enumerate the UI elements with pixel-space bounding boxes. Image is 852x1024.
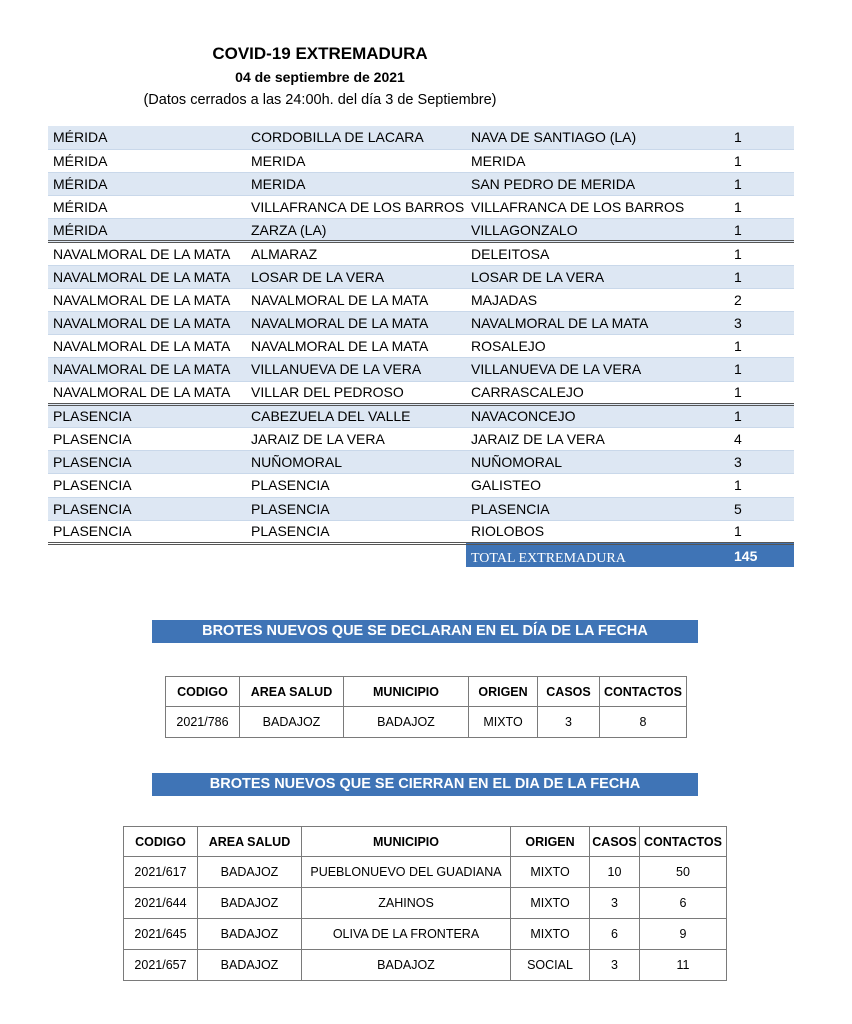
municipality-cell: ROSALEJO: [466, 335, 728, 358]
outbreak-cell: 3: [590, 950, 640, 981]
case-row: [48, 126, 794, 149]
outbreak-cell: 9: [640, 919, 727, 950]
column-header: CONTACTOS: [640, 827, 727, 857]
outbreak-cell: SOCIAL: [511, 950, 590, 981]
health-area-cell: MÉRIDA: [48, 196, 246, 219]
case-count-cell: 3: [728, 312, 794, 335]
outbreak-cell: BADAJOZ: [198, 888, 302, 919]
outbreak-cell: BADAJOZ: [344, 707, 469, 738]
outbreak-cell: 3: [590, 888, 640, 919]
health-area-cell: NAVALMORAL DE LA MATA: [48, 381, 246, 404]
health-zone-cell: NUÑOMORAL: [246, 451, 466, 474]
outbreak-cell: 8: [600, 707, 687, 738]
cases-table: [48, 126, 794, 567]
outbreak-row: [124, 919, 727, 950]
case-count-cell: 1: [728, 172, 794, 195]
outbreak-cell: PUEBLONUEVO DEL GUADIANA: [302, 857, 511, 888]
outbreak-cell: BADAJOZ: [240, 707, 344, 738]
case-count-cell: 4: [728, 427, 794, 450]
outbreak-cell: 2021/657: [124, 950, 198, 981]
health-zone-cell: PLASENCIA: [246, 474, 466, 497]
case-count-cell: 1: [728, 404, 794, 427]
health-zone-cell: VILLAR DEL PEDROSO: [246, 381, 466, 404]
case-row: [48, 358, 794, 381]
municipality-cell: PLASENCIA: [466, 497, 728, 520]
case-row: [48, 520, 794, 543]
column-header: MUNICIPIO: [344, 677, 469, 707]
case-count-cell: 1: [728, 242, 794, 265]
municipality-cell: RIOLOBOS: [466, 520, 728, 543]
health-area-cell: PLASENCIA: [48, 427, 246, 450]
outbreak-cell: MIXTO: [511, 857, 590, 888]
health-zone-cell: PLASENCIA: [246, 497, 466, 520]
case-row: [48, 427, 794, 450]
health-area-cell: PLASENCIA: [48, 474, 246, 497]
outbreak-cell: 2021/786: [166, 707, 240, 738]
outbreak-cell: 6: [590, 919, 640, 950]
column-header: MUNICIPIO: [302, 827, 511, 857]
outbreak-cell: ZAHINOS: [302, 888, 511, 919]
total-row: [48, 543, 794, 567]
case-row: [48, 265, 794, 288]
column-header: CODIGO: [166, 677, 240, 707]
case-row: [48, 474, 794, 497]
report-note: (Datos cerrados a las 24:00h. del día 3 de Septiembre): [143, 92, 497, 108]
case-row: [48, 381, 794, 404]
health-zone-cell: VILLANUEVA DE LA VERA: [246, 358, 466, 381]
municipality-cell: NAVACONCEJO: [466, 404, 728, 427]
outbreak-cell: 11: [640, 950, 727, 981]
case-row: [48, 451, 794, 474]
outbreak-cell: 10: [590, 857, 640, 888]
outbreak-cell: BADAJOZ: [198, 857, 302, 888]
health-zone-cell: NAVALMORAL DE LA MATA: [246, 335, 466, 358]
case-count-cell: 1: [728, 219, 794, 242]
case-count-cell: 5: [728, 497, 794, 520]
column-header: AREA SALUD: [198, 827, 302, 857]
outbreak-cell: BADAJOZ: [198, 919, 302, 950]
outbreak-cell: 50: [640, 857, 727, 888]
case-row: [48, 242, 794, 265]
municipality-cell: JARAIZ DE LA VERA: [466, 427, 728, 450]
case-row: [48, 288, 794, 311]
case-count-cell: 1: [728, 265, 794, 288]
case-count-cell: 1: [728, 149, 794, 172]
health-zone-cell: NAVALMORAL DE LA MATA: [246, 288, 466, 311]
column-header: ORIGEN: [469, 677, 538, 707]
municipality-cell: DELEITOSA: [466, 242, 728, 265]
health-area-cell: PLASENCIA: [48, 497, 246, 520]
health-zone-cell: MERIDA: [246, 172, 466, 195]
health-zone-cell: ALMARAZ: [246, 242, 466, 265]
health-area-cell: MÉRIDA: [48, 126, 246, 149]
column-header: AREA SALUD: [240, 677, 344, 707]
outbreak-row: [124, 857, 727, 888]
case-row: [48, 312, 794, 335]
case-row: [48, 172, 794, 195]
health-zone-cell: MERIDA: [246, 149, 466, 172]
health-area-cell: PLASENCIA: [48, 404, 246, 427]
health-area-cell: MÉRIDA: [48, 172, 246, 195]
case-count-cell: 3: [728, 451, 794, 474]
case-count-cell: 1: [728, 358, 794, 381]
municipality-cell: MERIDA: [466, 149, 728, 172]
report-title: COVID-19 EXTREMADURA: [212, 44, 428, 63]
outbreak-cell: 2021/617: [124, 857, 198, 888]
municipality-cell: VILLANUEVA DE LA VERA: [466, 358, 728, 381]
case-row: [48, 196, 794, 219]
closed-outbreaks-banner: BROTES NUEVOS QUE SE CIERRAN EN EL DIA DE LA FECHA: [152, 773, 698, 796]
case-row: [48, 149, 794, 172]
column-header: ORIGEN: [511, 827, 590, 857]
column-header: CONTACTOS: [600, 677, 687, 707]
case-row: [48, 335, 794, 358]
case-count-cell: 2: [728, 288, 794, 311]
municipality-cell: VILLAFRANCA DE LOS BARROS: [466, 196, 728, 219]
health-zone-cell: ZARZA (LA): [246, 219, 466, 242]
health-area-cell: NAVALMORAL DE LA MATA: [48, 242, 246, 265]
case-row: [48, 404, 794, 427]
health-zone-cell: CABEZUELA DEL VALLE: [246, 404, 466, 427]
outbreak-cell: MIXTO: [511, 888, 590, 919]
health-zone-cell: PLASENCIA: [246, 520, 466, 543]
municipality-cell: SAN PEDRO DE MERIDA: [466, 172, 728, 195]
column-header: CASOS: [538, 677, 600, 707]
outbreak-cell: BADAJOZ: [302, 950, 511, 981]
column-header: CASOS: [590, 827, 640, 857]
health-area-cell: MÉRIDA: [48, 219, 246, 242]
health-area-cell: NAVALMORAL DE LA MATA: [48, 358, 246, 381]
column-header: CODIGO: [124, 827, 198, 857]
report-date: 04 de septiembre de 2021: [235, 69, 405, 85]
total-spacer: [48, 543, 246, 567]
health-area-cell: NAVALMORAL DE LA MATA: [48, 312, 246, 335]
municipality-cell: CARRASCALEJO: [466, 381, 728, 404]
case-count-cell: 1: [728, 474, 794, 497]
outbreak-cell: 2021/644: [124, 888, 198, 919]
health-zone-cell: JARAIZ DE LA VERA: [246, 427, 466, 450]
health-area-cell: PLASENCIA: [48, 451, 246, 474]
health-zone-cell: CORDOBILLA DE LACARA: [246, 126, 466, 149]
outbreak-row: [124, 888, 727, 919]
total-label: TOTAL EXTREMADURA: [466, 543, 728, 567]
outbreak-cell: 6: [640, 888, 727, 919]
declared-outbreaks-table: [165, 676, 687, 738]
health-area-cell: NAVALMORAL DE LA MATA: [48, 288, 246, 311]
health-area-cell: MÉRIDA: [48, 149, 246, 172]
outbreak-row: [166, 707, 687, 738]
case-count-cell: 1: [728, 381, 794, 404]
case-row: [48, 497, 794, 520]
total-spacer: [246, 543, 466, 567]
health-area-cell: PLASENCIA: [48, 520, 246, 543]
outbreak-cell: 2021/645: [124, 919, 198, 950]
municipality-cell: GALISTEO: [466, 474, 728, 497]
health-area-cell: NAVALMORAL DE LA MATA: [48, 335, 246, 358]
case-count-cell: 1: [728, 520, 794, 543]
case-count-cell: 1: [728, 196, 794, 219]
municipality-cell: VILLAGONZALO: [466, 219, 728, 242]
total-value: 145: [728, 543, 794, 567]
municipality-cell: NAVA DE SANTIAGO (LA): [466, 126, 728, 149]
municipality-cell: LOSAR DE LA VERA: [466, 265, 728, 288]
outbreak-cell: MIXTO: [511, 919, 590, 950]
municipality-cell: MAJADAS: [466, 288, 728, 311]
municipality-cell: NAVALMORAL DE LA MATA: [466, 312, 728, 335]
outbreak-cell: OLIVA DE LA FRONTERA: [302, 919, 511, 950]
health-zone-cell: LOSAR DE LA VERA: [246, 265, 466, 288]
health-zone-cell: VILLAFRANCA DE LOS BARROS: [246, 196, 466, 219]
case-count-cell: 1: [728, 335, 794, 358]
health-area-cell: NAVALMORAL DE LA MATA: [48, 265, 246, 288]
declared-outbreaks-banner: BROTES NUEVOS QUE SE DECLARAN EN EL DÍA DE LA FECHA: [152, 620, 698, 643]
health-zone-cell: NAVALMORAL DE LA MATA: [246, 312, 466, 335]
case-row: [48, 219, 794, 242]
outbreak-cell: BADAJOZ: [198, 950, 302, 981]
outbreak-cell: MIXTO: [469, 707, 538, 738]
municipality-cell: NUÑOMORAL: [466, 451, 728, 474]
closed-outbreaks-table: [123, 826, 727, 981]
outbreak-cell: 3: [538, 707, 600, 738]
case-count-cell: 1: [728, 126, 794, 149]
outbreak-row: [124, 950, 727, 981]
